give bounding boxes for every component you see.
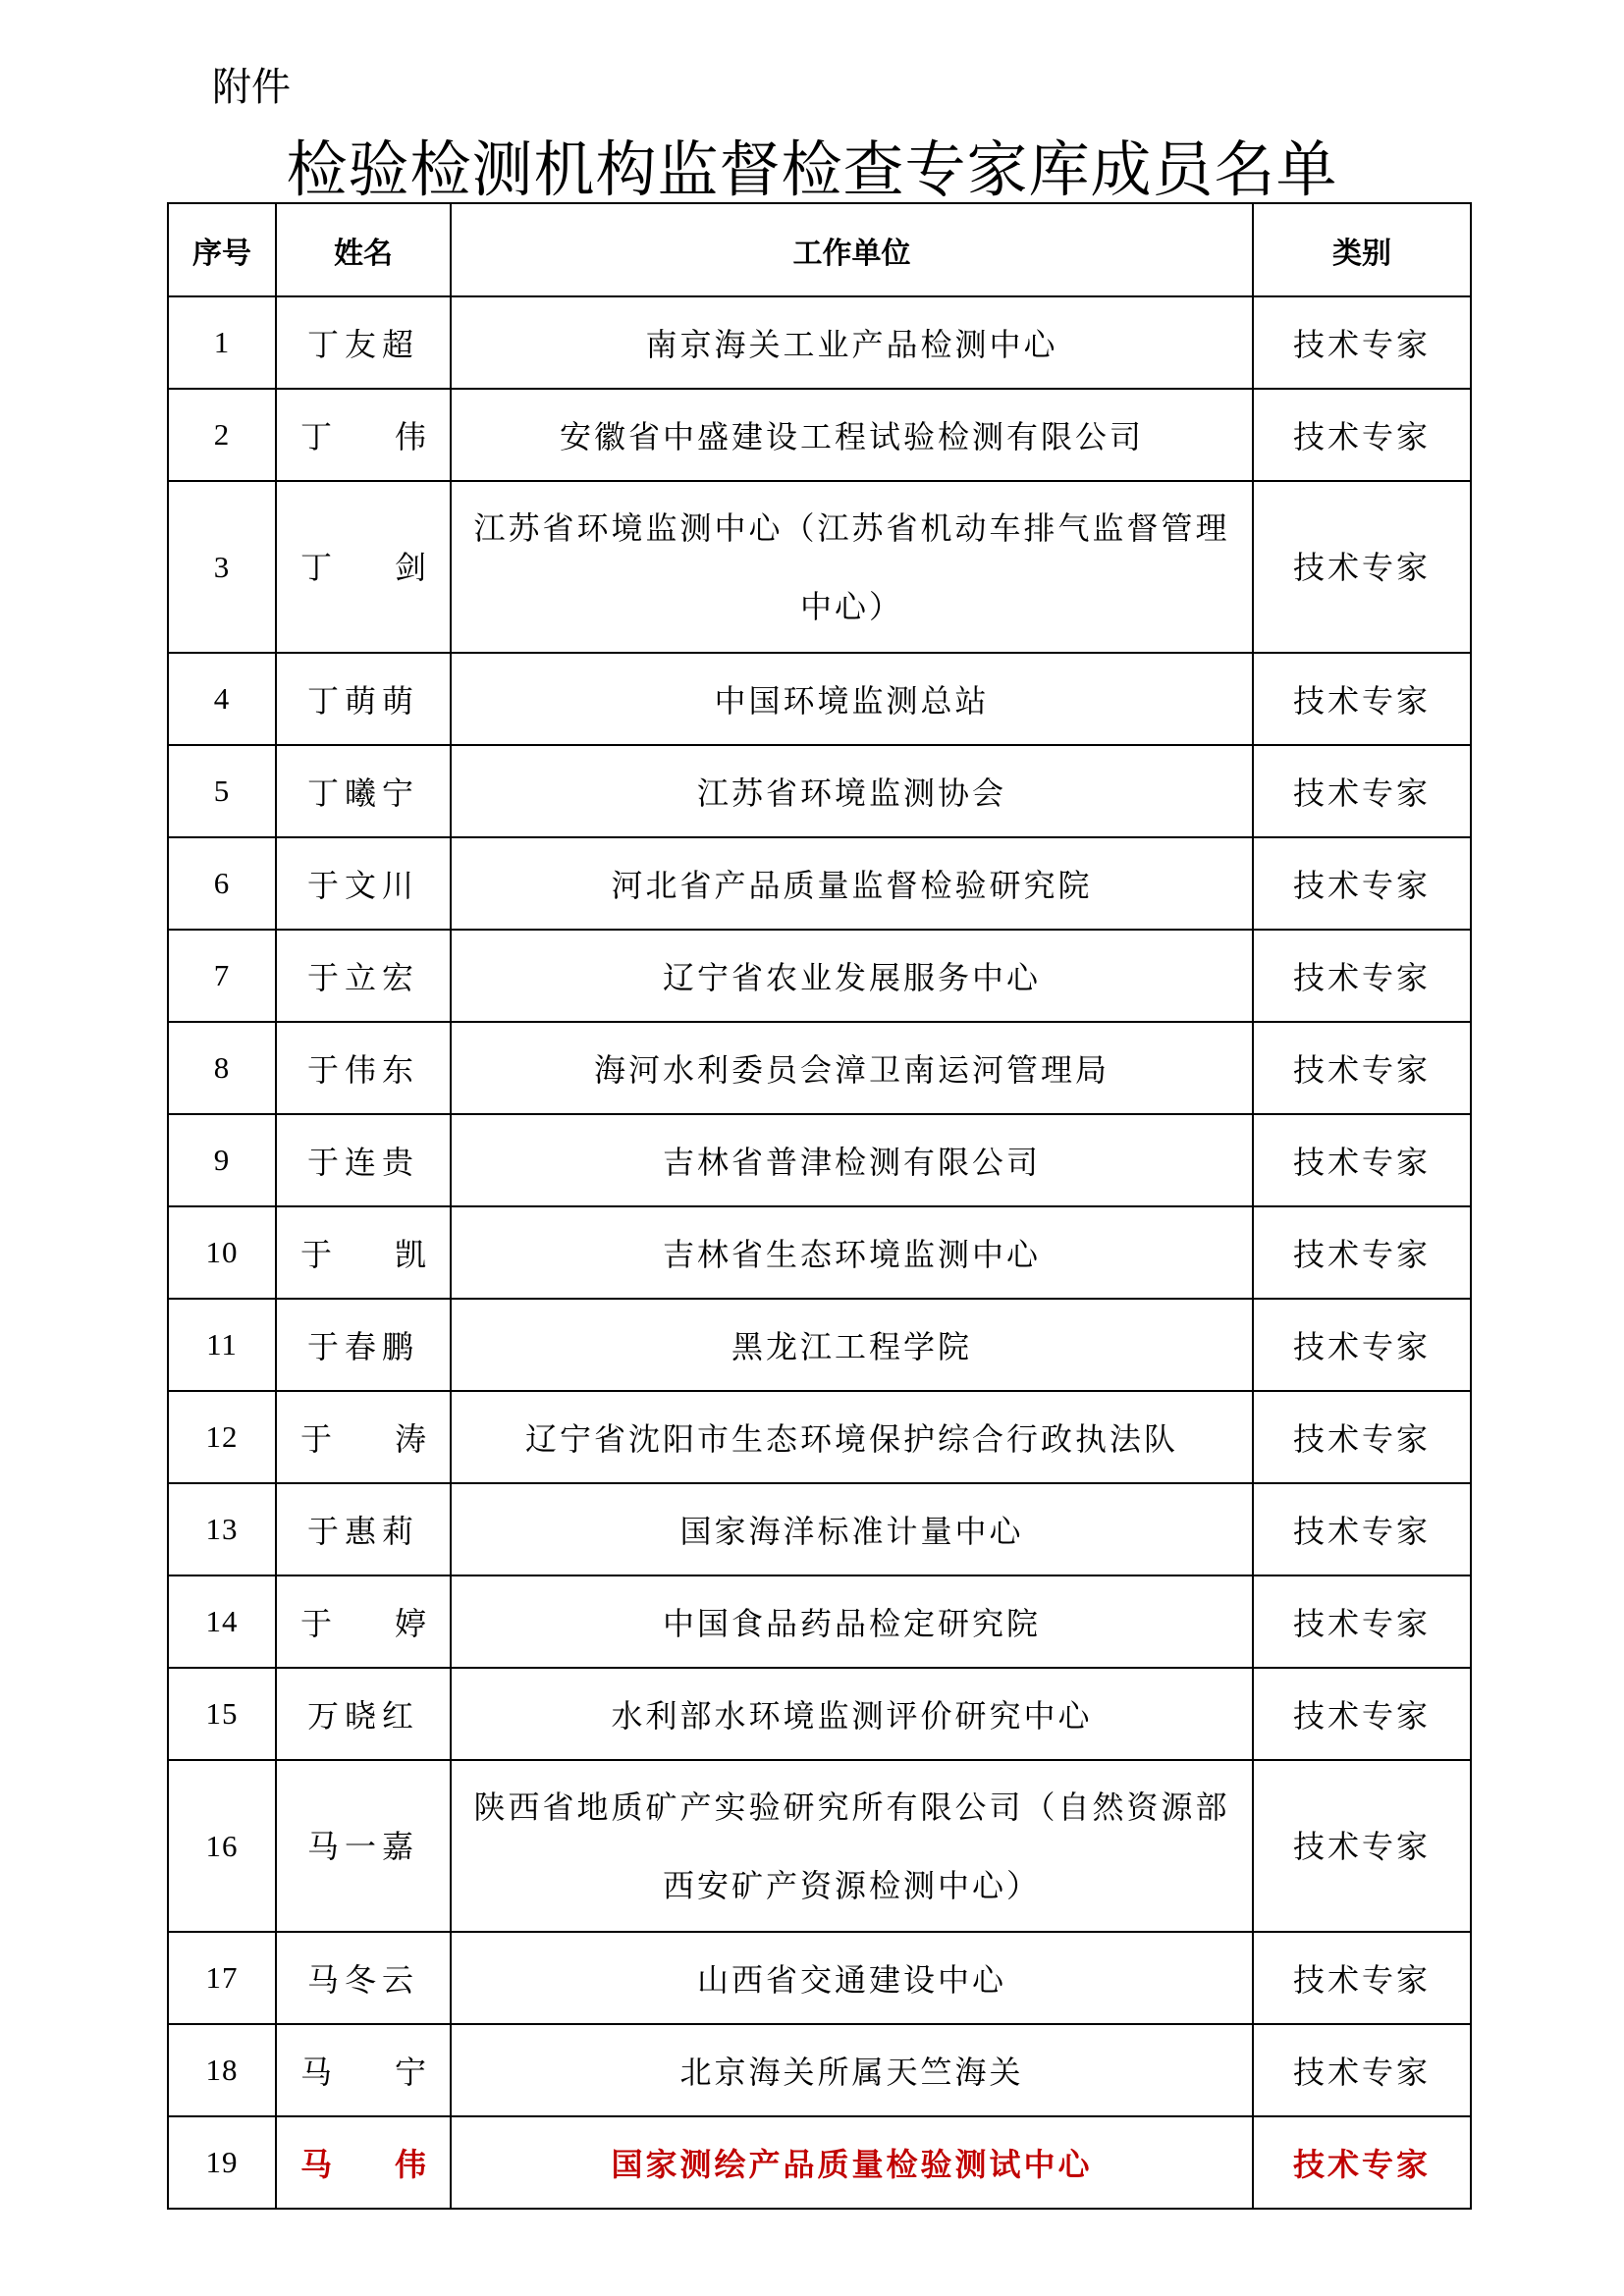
header-unit: 工作单位 — [451, 203, 1253, 296]
name-first: 丁 — [299, 418, 332, 455]
row-category: 技术专家 — [1253, 1575, 1471, 1668]
row-unit: 安徽省中盛建设工程试验检测有限公司 — [451, 389, 1253, 481]
table-row — [168, 930, 1471, 1022]
row-unit: 北京海关所属天竺海关 — [451, 2024, 1253, 2116]
name-first: 于 — [299, 1236, 332, 1273]
document-title: 检验检测机构监督检查专家库成员名单 — [286, 133, 1338, 205]
name-first: 于 — [299, 1605, 332, 1642]
row-index: 5 — [168, 745, 276, 837]
row-unit: 辽宁省沈阳市生态环境保护综合行政执法队 — [451, 1391, 1253, 1483]
row-name: 丁萌萌 — [276, 653, 451, 745]
table-header-row — [168, 203, 1471, 296]
table-row — [168, 837, 1471, 930]
table-row — [168, 1760, 1471, 1932]
row-category: 技术专家 — [1253, 1932, 1471, 2024]
row-name: 万晓红 — [276, 1668, 451, 1760]
row-name: 马冬云 — [276, 1932, 451, 2024]
row-category: 技术专家 — [1253, 837, 1471, 930]
row-unit: 黑龙江工程学院 — [451, 1299, 1253, 1391]
row-index: 11 — [168, 1299, 276, 1391]
table-row — [168, 1483, 1471, 1575]
name-first: 丁 — [299, 548, 332, 586]
name-last: 伟 — [395, 2146, 427, 2183]
row-name — [276, 2024, 451, 2116]
header-category: 类别 — [1253, 203, 1471, 296]
row-index: 7 — [168, 930, 276, 1022]
table-row — [168, 2024, 1471, 2116]
row-category: 技术专家 — [1253, 1299, 1471, 1391]
attachment-label: 附件 — [212, 65, 291, 110]
row-index: 2 — [168, 389, 276, 481]
row-category: 技术专家 — [1253, 2116, 1471, 2209]
row-category: 技术专家 — [1253, 1206, 1471, 1299]
row-unit: 河北省产品质量监督检验研究院 — [451, 837, 1253, 930]
name-last: 伟 — [395, 418, 427, 455]
row-unit: 江苏省环境监测中心（江苏省机动车排气监督管理中心） — [451, 481, 1253, 653]
row-name: 于春鹏 — [276, 1299, 451, 1391]
name-last: 婷 — [395, 1605, 427, 1642]
row-name — [276, 1206, 451, 1299]
row-category: 技术专家 — [1253, 1391, 1471, 1483]
name-first: 于 — [299, 1420, 332, 1458]
table-row — [168, 1206, 1471, 1299]
row-unit: 水利部水环境监测评价研究中心 — [451, 1668, 1253, 1760]
row-index: 17 — [168, 1932, 276, 2024]
row-index: 14 — [168, 1575, 276, 1668]
row-category: 技术专家 — [1253, 1760, 1471, 1932]
name-last: 宁 — [395, 2054, 427, 2091]
row-name: 于立宏 — [276, 930, 451, 1022]
row-category: 技术专家 — [1253, 2024, 1471, 2116]
row-index: 8 — [168, 1022, 276, 1114]
row-name — [276, 481, 451, 653]
name-last: 涛 — [395, 1420, 427, 1458]
row-unit: 山西省交通建设中心 — [451, 1932, 1253, 2024]
row-category: 技术专家 — [1253, 1114, 1471, 1206]
row-unit: 中国食品药品检定研究院 — [451, 1575, 1253, 1668]
name-last: 剑 — [395, 548, 427, 586]
row-category: 技术专家 — [1253, 653, 1471, 745]
row-index: 12 — [168, 1391, 276, 1483]
row-category: 技术专家 — [1253, 389, 1471, 481]
row-category: 技术专家 — [1253, 745, 1471, 837]
row-unit: 江苏省环境监测协会 — [451, 745, 1253, 837]
row-category: 技术专家 — [1253, 481, 1471, 653]
row-unit: 中国环境监测总站 — [451, 653, 1253, 745]
row-name — [276, 389, 451, 481]
row-name: 于连贵 — [276, 1114, 451, 1206]
name-first: 马 — [299, 2146, 332, 2183]
row-name: 于伟东 — [276, 1022, 451, 1114]
row-unit: 南京海关工业产品检测中心 — [451, 296, 1253, 389]
table-row — [168, 296, 1471, 389]
row-name — [276, 1575, 451, 1668]
row-category: 技术专家 — [1253, 1668, 1471, 1760]
expert-roster-table — [167, 202, 1472, 2210]
row-name: 丁友超 — [276, 296, 451, 389]
row-name — [276, 1391, 451, 1483]
row-unit: 辽宁省农业发展服务中心 — [451, 930, 1253, 1022]
table-row — [168, 481, 1471, 653]
row-category: 技术专家 — [1253, 296, 1471, 389]
table-row — [168, 1114, 1471, 1206]
row-index: 9 — [168, 1114, 276, 1206]
row-index: 3 — [168, 481, 276, 653]
table-row — [168, 1575, 1471, 1668]
row-name — [276, 2116, 451, 2209]
row-index: 16 — [168, 1760, 276, 1932]
table-row — [168, 389, 1471, 481]
name-first: 马 — [299, 2054, 332, 2091]
row-category: 技术专家 — [1253, 1022, 1471, 1114]
row-index: 10 — [168, 1206, 276, 1299]
table-row — [168, 1299, 1471, 1391]
row-index: 6 — [168, 837, 276, 930]
row-unit: 陕西省地质矿产实验研究所有限公司（自然资源部西安矿产资源检测中心） — [451, 1760, 1253, 1932]
row-category: 技术专家 — [1253, 930, 1471, 1022]
row-index: 13 — [168, 1483, 276, 1575]
row-unit: 吉林省普津检测有限公司 — [451, 1114, 1253, 1206]
row-unit: 海河水利委员会漳卫南运河管理局 — [451, 1022, 1253, 1114]
row-name: 于文川 — [276, 837, 451, 930]
row-unit: 国家测绘产品质量检验测试中心 — [451, 2116, 1253, 2209]
table-row — [168, 745, 1471, 837]
table-row — [168, 1391, 1471, 1483]
table-row-highlighted — [168, 2116, 1471, 2209]
row-index: 19 — [168, 2116, 276, 2209]
row-name: 于惠莉 — [276, 1483, 451, 1575]
table-row — [168, 653, 1471, 745]
header-index: 序号 — [168, 203, 276, 296]
row-index: 4 — [168, 653, 276, 745]
row-category: 技术专家 — [1253, 1483, 1471, 1575]
row-name: 马一嘉 — [276, 1760, 451, 1932]
row-index: 1 — [168, 296, 276, 389]
row-unit: 吉林省生态环境监测中心 — [451, 1206, 1253, 1299]
row-index: 15 — [168, 1668, 276, 1760]
table-row — [168, 1932, 1471, 2024]
name-last: 凯 — [395, 1236, 427, 1273]
table-row — [168, 1022, 1471, 1114]
row-name: 丁曦宁 — [276, 745, 451, 837]
header-name: 姓名 — [276, 203, 451, 296]
table-row — [168, 1668, 1471, 1760]
row-unit: 国家海洋标准计量中心 — [451, 1483, 1253, 1575]
row-index: 18 — [168, 2024, 276, 2116]
